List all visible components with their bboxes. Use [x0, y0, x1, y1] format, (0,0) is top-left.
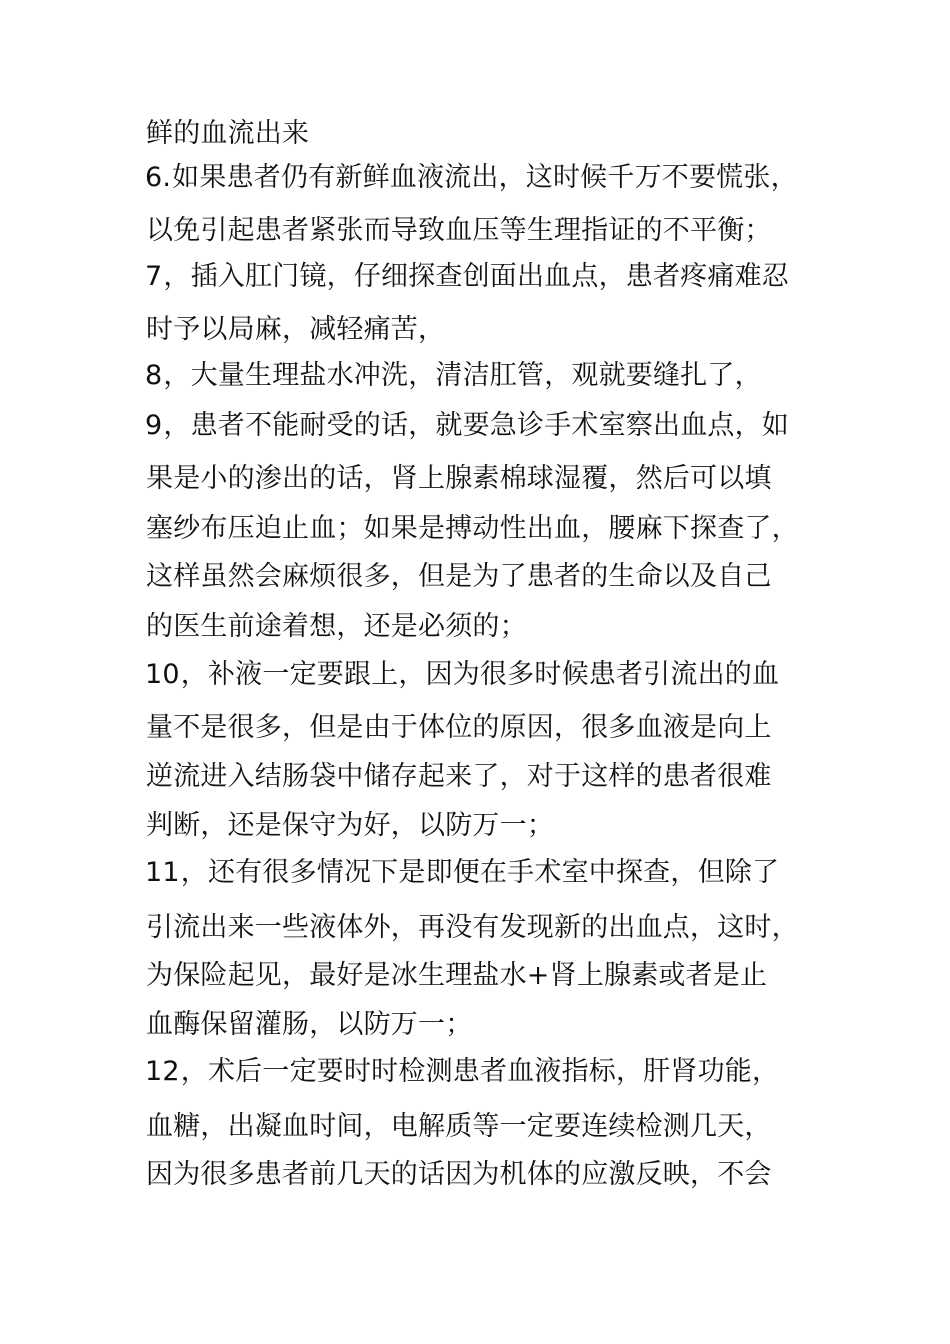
- item-number: 12: [145, 1056, 180, 1087]
- line-text: 量不是很多，但是由于体位的原因，很多血液是向上: [146, 712, 772, 743]
- text-line: [145, 1155, 815, 1195]
- line-text: ，大量生理盐水冲洗，清洁肛管，观就要缝扎了，: [163, 360, 762, 391]
- text-line: [145, 956, 815, 996]
- item-number: 8: [145, 360, 163, 391]
- text-line: [145, 114, 815, 154]
- text-line: [145, 1107, 815, 1147]
- text-line: [145, 509, 815, 549]
- line-text: ，患者不能耐受的话，就要急诊手术室察出血点，如: [163, 410, 789, 441]
- item-number: 6.: [145, 162, 172, 193]
- line-text: 果是小的渗出的话，肾上腺素棉球湿覆，然后可以填: [146, 463, 772, 494]
- text-line: [145, 406, 815, 446]
- text-line: [145, 1005, 815, 1045]
- text-line: [145, 211, 815, 251]
- item-number: 11: [145, 857, 180, 888]
- line-text: 的医生前途着想，还是必须的；: [146, 611, 527, 642]
- text-line: [145, 908, 815, 948]
- text-line: [145, 1052, 815, 1092]
- line-text: ，术后一定要时时检测患者血液指标，肝肾功能，: [180, 1056, 780, 1087]
- line-text: ，还有很多情况下是即便在手术室中探查，但除了: [180, 857, 780, 888]
- line-text: 因为很多患者前几天的话因为机体的应激反映，不会: [146, 1159, 772, 1190]
- text-line: [145, 356, 815, 396]
- line-text: 为保险起见，最好是冰生理盐水+肾上腺素或者是止: [146, 960, 768, 991]
- text-line: [145, 158, 815, 198]
- line-text: 逆流进入结肠袋中储存起来了，对于这样的患者很难: [146, 761, 772, 792]
- text-line: [145, 708, 815, 748]
- line-text: 时予以局麻，减轻痛苦，: [146, 314, 446, 345]
- line-text: 血酶保留灌肠，以防万一；: [146, 1009, 473, 1040]
- line-text: 塞纱布压迫止血；如果是搏动性出血，腰麻下探查了，: [146, 513, 799, 544]
- line-text: 血糖，出凝血时间，电解质等一定要连续检测几天，: [146, 1111, 772, 1142]
- text-line: [145, 607, 815, 647]
- text-line: [145, 310, 815, 350]
- line-text: 鲜的血流出来: [146, 118, 310, 149]
- line-text: 引流出来一些液体外，再没有发现新的出血点，这时，: [146, 912, 799, 943]
- text-line: [145, 853, 815, 893]
- line-text: 判断，还是保守为好，以防万一；: [146, 810, 554, 841]
- line-text: ，插入肛门镜，仔细探查创面出血点，患者疼痛难忍: [163, 261, 789, 292]
- line-text: ，补液一定要跟上，因为很多时候患者引流出的血: [180, 659, 780, 690]
- text-line: [145, 459, 815, 499]
- text-line: [145, 257, 815, 297]
- text-line: [145, 806, 815, 846]
- item-number: 10: [145, 659, 180, 690]
- line-text: 以免引起患者紧张而导致血压等生理指证的不平衡；: [146, 215, 772, 246]
- line-text: 这样虽然会麻烦很多，但是为了患者的生命以及自己: [146, 561, 772, 592]
- line-text: 如果患者仍有新鲜血液流出，这时候千万不要慌张，: [172, 162, 798, 193]
- text-line: [145, 557, 815, 597]
- text-line: [145, 655, 815, 695]
- item-number: 9: [145, 410, 163, 441]
- text-line: [145, 757, 815, 797]
- item-number: 7: [145, 261, 163, 292]
